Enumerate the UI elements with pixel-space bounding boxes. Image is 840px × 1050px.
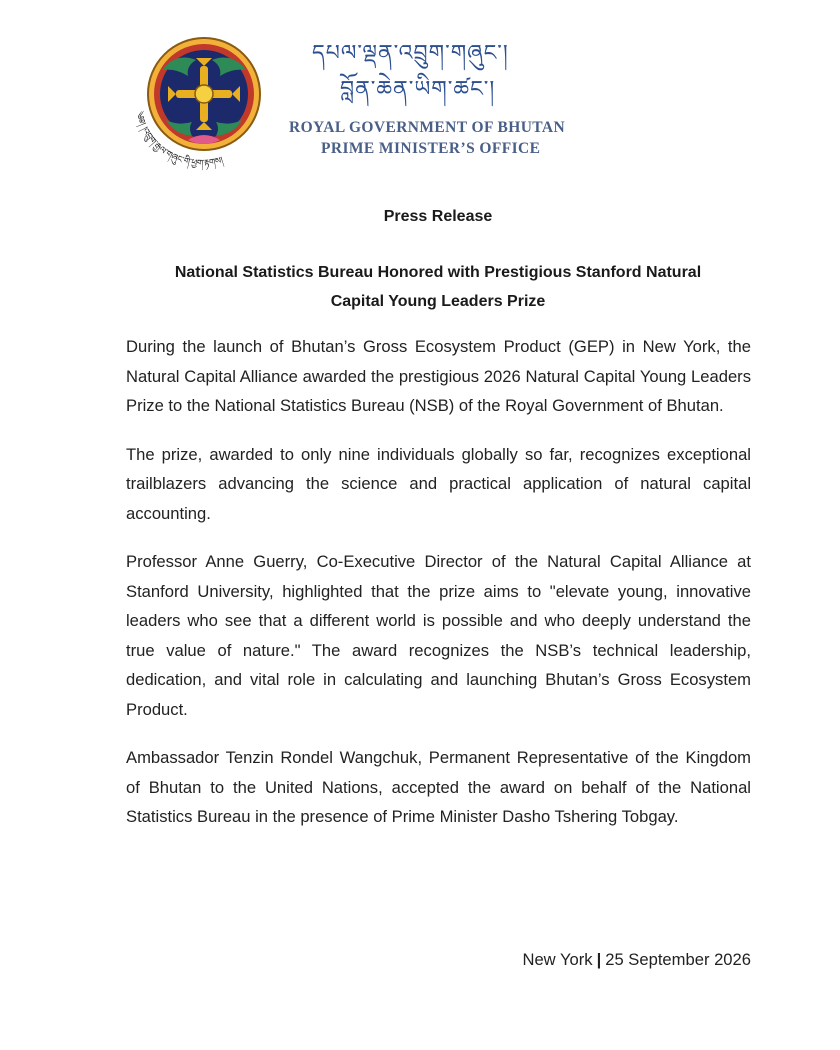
org-name-line-1: ROYAL GOVERNMENT OF BHUTAN xyxy=(289,119,566,136)
dateline-place: New York xyxy=(522,950,593,969)
emblem-ring-text: ༄༅། །འབྲུག་རྒྱལ་གཞུང་གི་ཕྱག་རྟགས། xyxy=(133,110,225,170)
paragraph-4: Ambassador Tenzin Rondel Wangchuk, Permanent Representative of the Kingdom of Bhutan to the United Nations, accepted the award on behalf of the National Statistics Bureau in the presence of Prime Minister Dasho Tshering Tobgay. xyxy=(126,748,751,826)
headline-line-1: National Statistics Bureau Honored with Prestigious Stanford Natural xyxy=(174,264,702,281)
body-text xyxy=(126,332,751,851)
dateline-date: 25 September 2026 xyxy=(605,950,751,969)
paragraph-1: During the launch of Bhutan’s Gross Ecosystem Product (GEP) in New York, the Natural Capital Alliance awarded the prestigious 2026 Natural Capital Young Leaders Prize to the National Statistics Bureau (NSB) of the Royal Government of Bhutan. xyxy=(126,337,751,415)
headline xyxy=(120,258,756,316)
paragraph-3: Professor Anne Guerry, Co-Executive Director of the Natural Capital Alliance at Stanford University, highlighted that the prize aims to "elevate young, innovative leaders who see that a different world is possible and who deeply understand the true value of nature." The award recognizes the NSB’s technical leadership, dedication, and vital role in calculating and launching Bhutan’s Gross Ecosystem Product. xyxy=(126,552,751,719)
document-type-label: Press Release xyxy=(383,208,493,225)
dateline xyxy=(522,950,751,970)
royal-emblem-of-bhutan-icon xyxy=(122,24,282,174)
org-name-line-2: PRIME MINISTER’S OFFICE xyxy=(321,140,541,157)
letterhead xyxy=(0,0,840,190)
dzongkha-title-line-1: དཔལ་ལྡན་འབྲུག་གཞུང་། xyxy=(312,41,509,66)
dateline-separator: | xyxy=(596,950,602,969)
dzongkha-title-line-2: བློན་ཆེན་ཡིག་ཚང་། xyxy=(340,77,496,102)
headline-line-2: Capital Young Leaders Prize xyxy=(330,293,546,310)
paragraph-2: The prize, awarded to only nine individuals globally so far, recognizes exceptional trailblazers advancing the science and practical application of natural capital accounting. xyxy=(126,444,751,523)
